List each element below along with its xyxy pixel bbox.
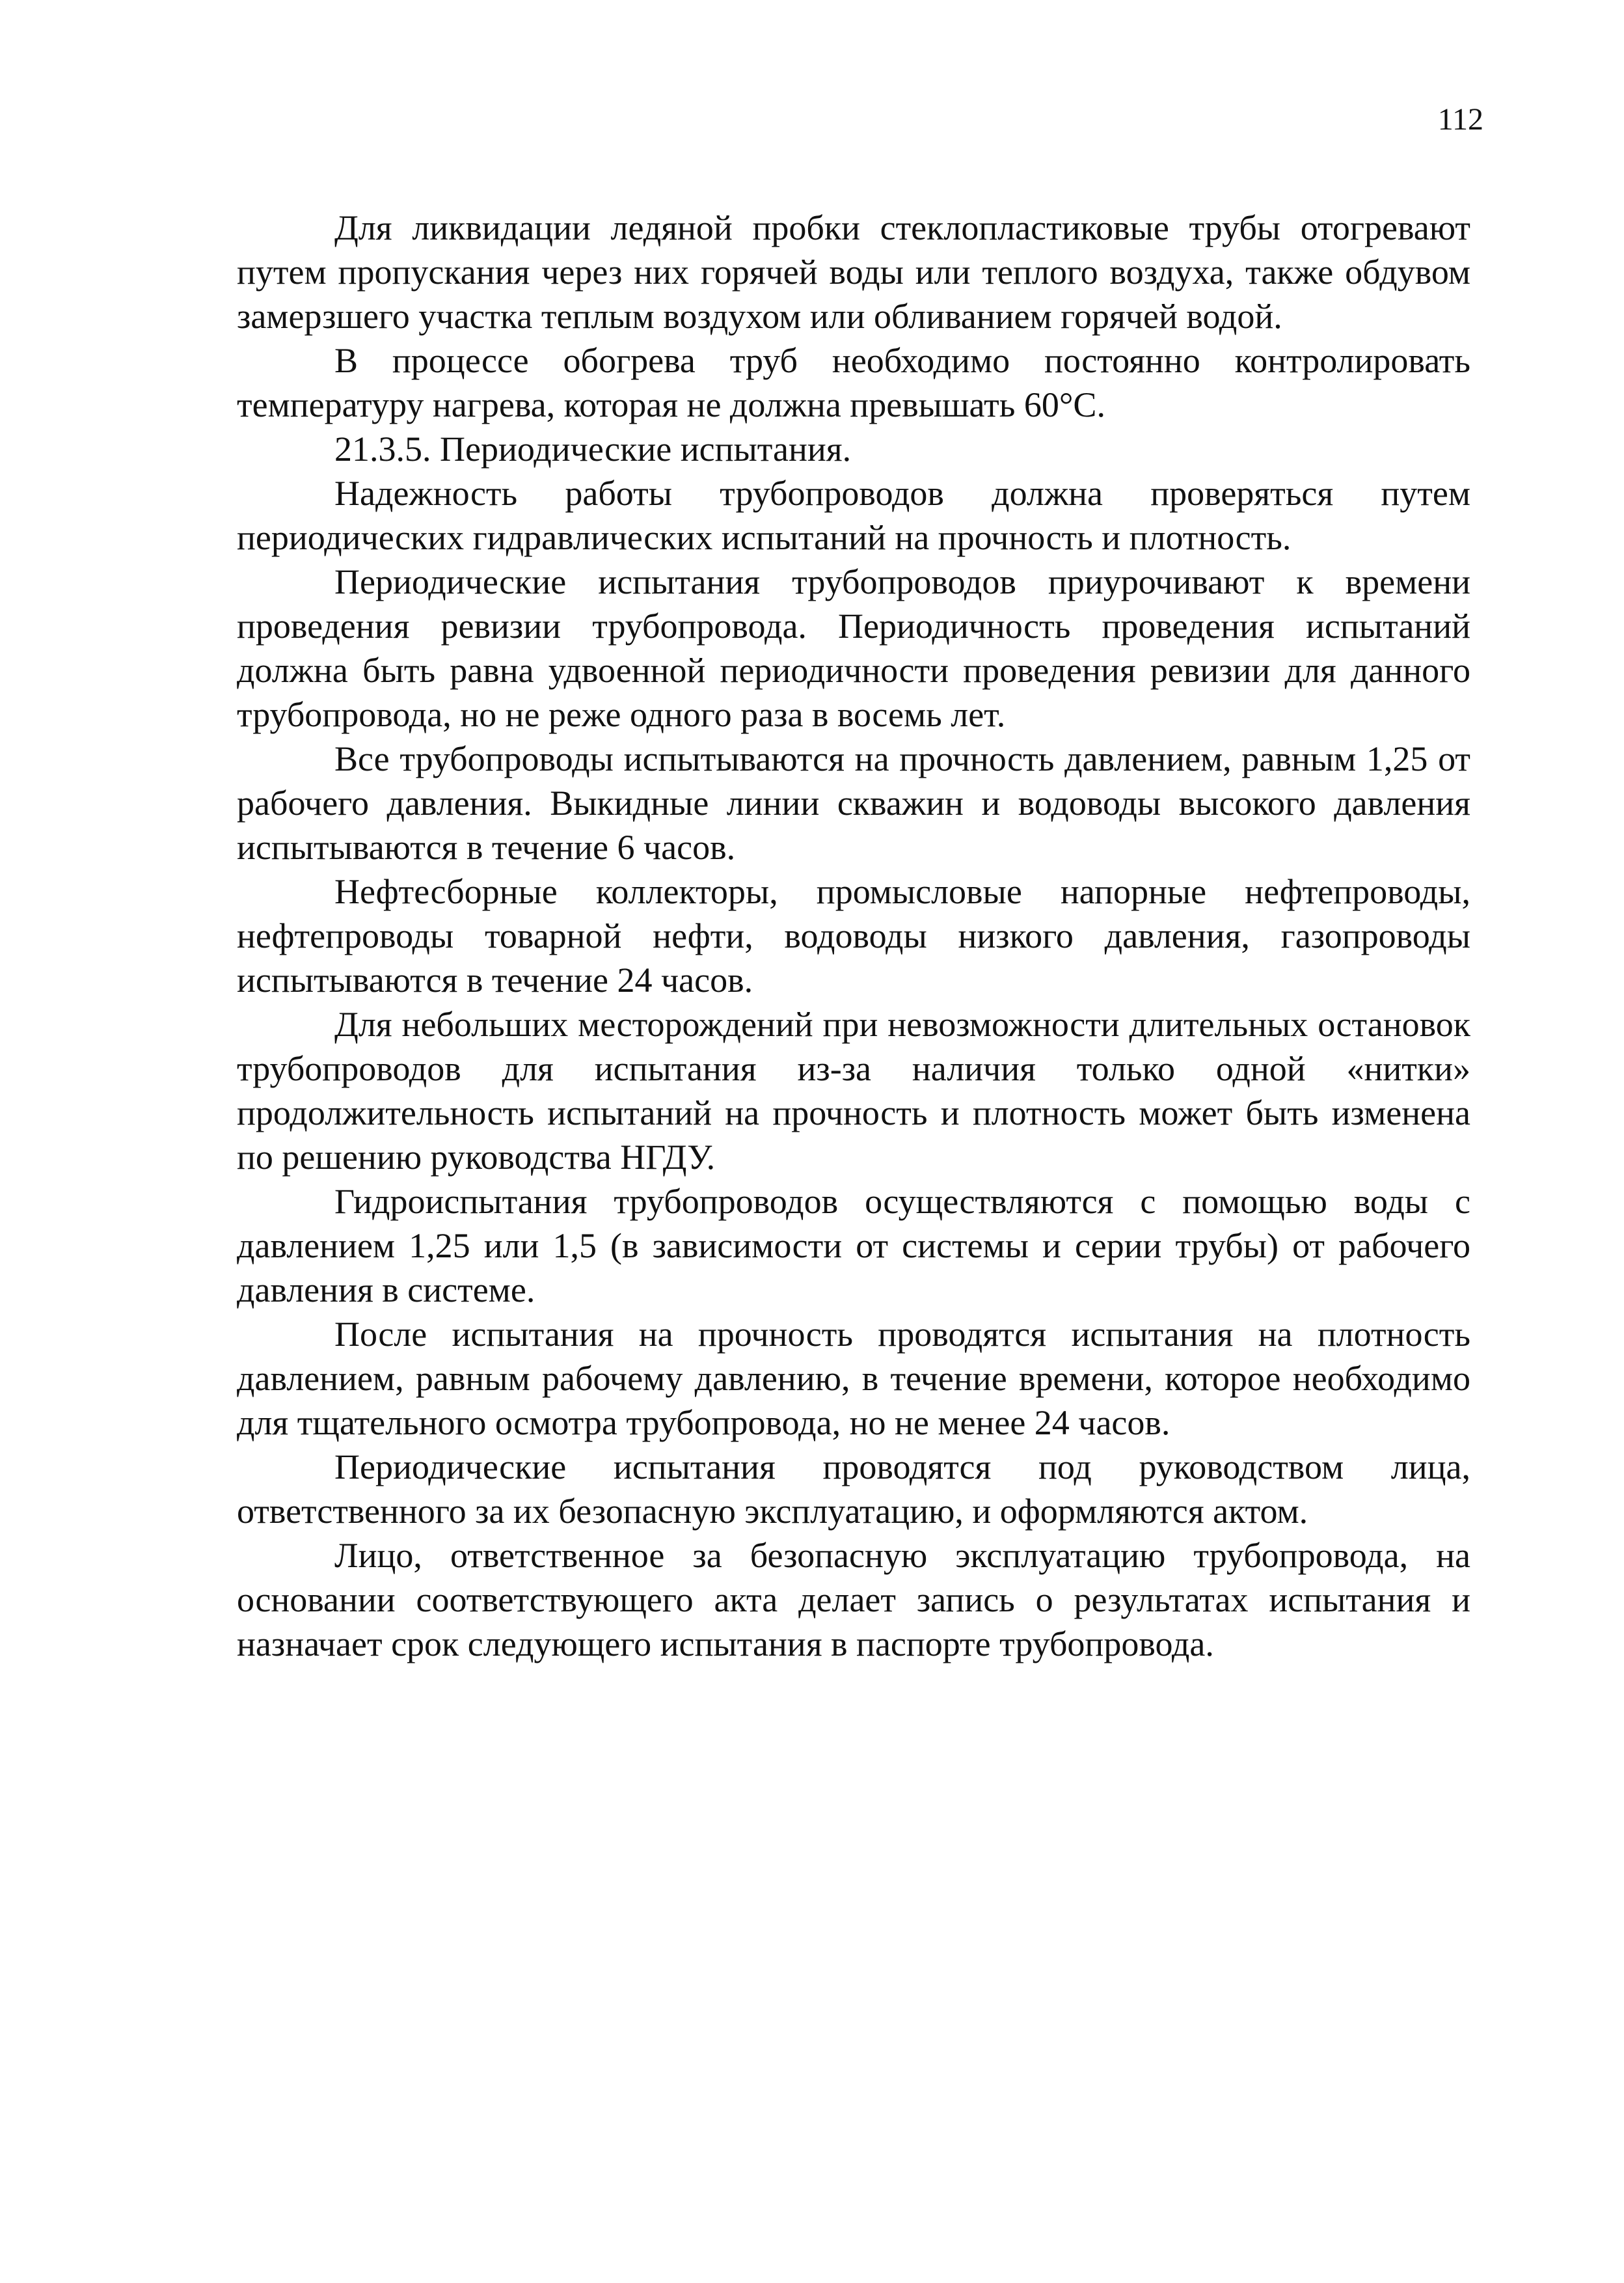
section-heading-periodic-tests: 21.3.5. Периодические испытания. bbox=[334, 430, 852, 469]
paragraph-test-scheduling: Периодические испытания трубопроводов приурочивают к времени проведения ревизии трубопровода. Периодичность проведения испытаний должна быть равна удвоенной периодичности проведения ревизии для данного трубопровода, но не реже одного раза в восемь лет. bbox=[237, 562, 1470, 734]
paragraph-heating-temperature: В процессе обогрева труб необходимо постоянно контролировать температуру нагрева, которая не должна превышать 60°С. bbox=[237, 341, 1470, 424]
paragraph-tightness-tests: После испытания на прочность проводятся испытания на плотность давлением, равным рабочему давлению, в течение времени, которое необходимо для тщательного осмотра трубопровода, но не менее 24 часов. bbox=[237, 1315, 1470, 1442]
paragraph-reliability: Надежность работы трубопроводов должна проверяться путем периодических гидравлических испытаний на прочность и плотность. bbox=[237, 474, 1470, 557]
page-number: 112 bbox=[1437, 102, 1483, 137]
paragraph-small-fields: Для небольших месторождений при невозможности длительных остановок трубопроводов для испытания из-за наличия только одной «нитки» продолжительность испытаний на прочность и плотность может быть изменена по решению руководства НГДУ. bbox=[237, 1005, 1470, 1177]
paragraph-collectors-duration: Нефтесборные коллекторы, промысловые напорные нефтепроводы, нефтепроводы товарной нефти, водоводы низкого давления, газопроводы испытываются в течение 24 часов. bbox=[237, 872, 1470, 1000]
paragraph-strength-pressure: Все трубопроводы испытываются на прочность давлением, равным 1,25 от рабочего давления. Выкидные линии скважин и водоводы высокого давления испытываются в течение 6 часов. bbox=[237, 739, 1470, 867]
paragraph-passport-record: Лицо, ответственное за безопасную эксплуатацию трубопровода, на основании соответствующего акта делает запись о результатах испытания и назначает срок следующего испытания в паспорте трубопровода. bbox=[237, 1536, 1470, 1663]
paragraph-ice-plug-removal: Для ликвидации ледяной пробки стеклопластиковые трубы отогревают путем пропускания через них горячей воды или теплого воздуха, также обдувом замерзшего участка теплым воздухом или обливанием горячей водой. bbox=[237, 208, 1470, 336]
paragraph-responsible-person: Периодические испытания проводятся под руководством лица, ответственного за их безопасную эксплуатацию, и оформляются актом. bbox=[237, 1447, 1470, 1531]
document-body bbox=[237, 206, 1470, 1666]
paragraph-hydrotests: Гидроиспытания трубопроводов осуществляются с помощью воды с давлением 1,25 или 1,5 (в зависимости от системы и серии трубы) от рабочего давления в системе. bbox=[237, 1182, 1470, 1309]
